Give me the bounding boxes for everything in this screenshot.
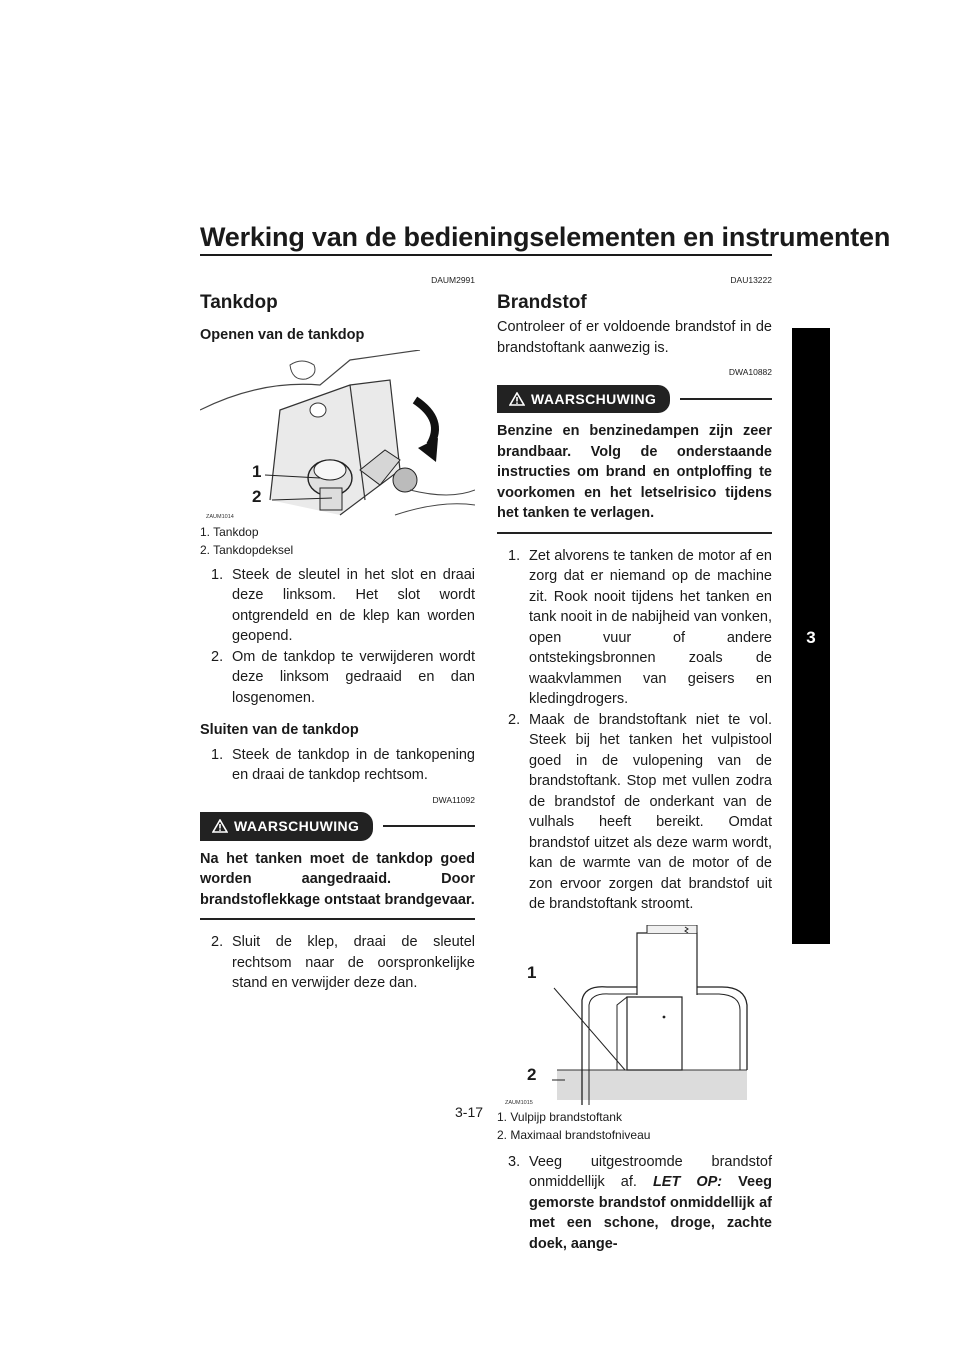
- warning-banner: [497, 385, 772, 414]
- figure-label-2: 2: [527, 1064, 537, 1084]
- warning-label: [497, 385, 670, 414]
- step-item: [200, 745, 475, 786]
- step-text: Sluit de klep, draai de sleutel rechtsom naar de oorspronkelijke stand en verwijder deze dan.: [232, 934, 475, 991]
- header-rule: [200, 254, 772, 256]
- close-steps: [200, 745, 475, 786]
- section-code: DAUM2991: [431, 275, 475, 285]
- warning-label-text: WAARSCHUWING: [531, 390, 657, 407]
- fuel-steps: [497, 546, 772, 915]
- step-number: 3.: [508, 1153, 521, 1170]
- warning-bottom-rule: [200, 918, 475, 920]
- step-item: [200, 932, 475, 994]
- step-number: 2.: [211, 648, 224, 665]
- figure-label-1: 1: [252, 461, 262, 481]
- warning-triangle-icon: [212, 819, 228, 833]
- warning-code: DWA10882: [728, 367, 772, 377]
- caption-item: 1. Tankdop: [200, 524, 259, 539]
- step-number: 2.: [211, 934, 224, 950]
- note-label: LET OP:: [652, 1174, 723, 1190]
- step-item: [200, 647, 475, 709]
- filler-figure: [497, 925, 772, 1105]
- step-text: Steek de tankdop in de tankopening en draai de tankdop rechtsom.: [232, 746, 475, 783]
- step-number: 1.: [508, 547, 521, 564]
- step-text: Veeg uitgestroomde brandstof onmiddellijk af.: [529, 1153, 772, 1190]
- tankdop-figure: [200, 350, 475, 520]
- warning-rule: [680, 398, 772, 400]
- step-text: Steek de sleutel in het slot en draai deze linksom. Het slot wordt ontgrendeld en de klep kan worden geopend.: [232, 566, 475, 644]
- open-steps: [200, 565, 475, 709]
- note-text: Veeg gemorste brandstof onmiddellijk af met een schone, droge, zachte doek, aange-: [529, 1174, 773, 1252]
- figure-captions: [200, 524, 475, 559]
- warning-text: Benzine en benzinedampen zijn zeer brandbaar. Volg de onderstaande instructies om brand en ontploffing te voorkomen en het letselrisico tijdens het tanken te verlagen.: [497, 423, 772, 521]
- filler-neck-illustration: [497, 925, 772, 1105]
- figure-code: ZAUM1014: [206, 513, 234, 520]
- warning-label: [200, 812, 373, 841]
- warning-label-text: WAARSCHUWING: [234, 818, 360, 834]
- open-heading: Openen van de tankdop: [200, 327, 365, 343]
- step-item: [497, 1152, 772, 1255]
- step-text: Om de tankdop te verwijderen wordt deze linksom gedraaid en dan losgenomen.: [232, 648, 475, 706]
- page-number: 3-17: [455, 1104, 484, 1120]
- section-code: DAU13222: [730, 275, 772, 285]
- step-number: 2.: [508, 711, 521, 728]
- intro-paragraph: Controleer of er voldoende brandstof in de brandstoftank aanwezig is.: [497, 319, 772, 356]
- step-text: Maak de brandstoftank niet te vol. Steek bij het tanken het vulpistool goed in de vulopening van de brandstoftank. Stop met vullen zodra de brandstof de onderkant van de vulhals heeft bereikt. Omdat brandstof uitzet als deze warm wordt, kan de warmte van de motor of de zon ervoor zorgen dat brandstof uit de brandstoftank stroomt.: [529, 711, 772, 912]
- right-column: [497, 270, 772, 1254]
- page-header-title: Werking van de bedieningselementen en instrumenten: [200, 222, 891, 252]
- caption-item: 2. Tankdopdeksel: [200, 542, 294, 557]
- caption-item: 2. Maximaal brandstofniveau: [497, 1127, 651, 1142]
- warning-banner: [200, 812, 475, 841]
- warning-text: Na het tanken moet de tankdop goed worden aangedraaid. Door brandstoflekkage ontstaat brandgevaar.: [200, 850, 475, 908]
- step-item: [497, 710, 772, 915]
- caption-item: 1. Vulpijp brandstoftank: [497, 1109, 622, 1124]
- step-item: [200, 565, 475, 647]
- tankdop-illustration: [200, 350, 475, 520]
- step-number: 1.: [211, 566, 224, 583]
- after-steps: [200, 932, 475, 994]
- warning-bottom-rule: [497, 532, 772, 534]
- figure-captions: [497, 1109, 772, 1144]
- figure-label-1: 1: [527, 962, 537, 982]
- figure-code: ZAUM1015: [505, 1099, 533, 1106]
- step-item: [497, 546, 772, 710]
- figure-label-2: 2: [252, 486, 262, 506]
- close-heading: Sluiten van de tankdop: [200, 722, 359, 738]
- step-text: Zet alvorens te tanken de motor af en zorg dat er niemand op de machine zit. Rook nooit tijdens het tanken en tank nooit in de nabijheid van vonken, open vuur of andere ontstekingsbronnen zoals de waakvlammen van geisers en kledingdrogers.: [529, 547, 772, 707]
- warning-rule: [383, 825, 475, 827]
- left-column: [200, 270, 475, 994]
- section-title-tankdop: Tankdop: [200, 291, 278, 313]
- section-title-brandstof: Brandstof: [497, 291, 587, 313]
- step-number: 1.: [211, 746, 224, 763]
- fuel-step-3: [497, 1152, 772, 1255]
- warning-triangle-icon: [509, 392, 525, 406]
- warning-code: DWA11092: [432, 794, 475, 805]
- chapter-tab: 3: [792, 328, 830, 944]
